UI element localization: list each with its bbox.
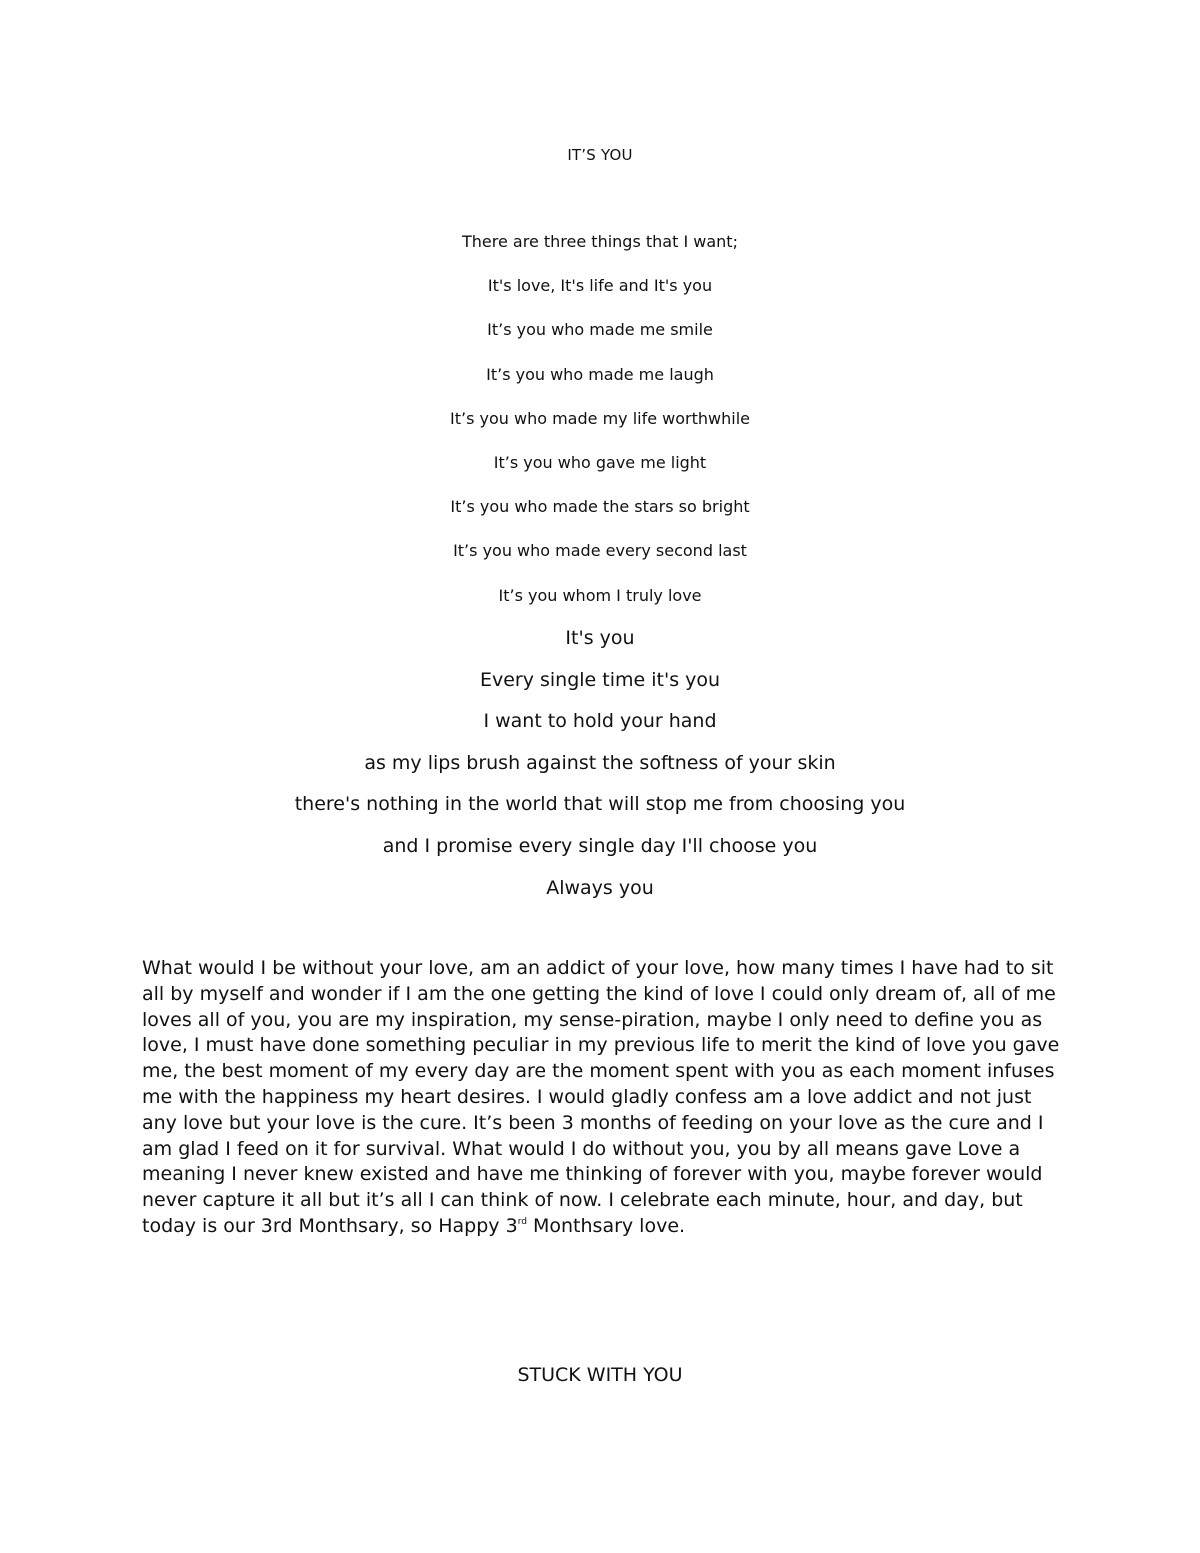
poem-line: Every single time it's you [479,668,721,691]
poem-line: and I promise every single day I'll choose you [382,834,818,857]
poem-line: There are three things that I want; [462,232,738,251]
poem-stanza-one [0,230,1200,628]
poem-line: It’s you who made me laugh [486,364,714,384]
ordinal-superscript: rd [517,1216,527,1227]
poem-line: Always you [546,876,654,899]
poem-line: It’s you who made every second last [453,541,747,561]
poem-line: It’s you who gave me light [493,452,707,472]
poem-line: It’s you whom I truly love [498,585,702,605]
poem-title-its-you: IT’S YOU [567,146,633,164]
poem-line: there's nothing in the world that will stop me from choosing you [294,793,906,816]
poem-title-stuck-with-you: STUCK WITH YOU [517,1364,683,1386]
poem-line: It’s you who made me smile [487,320,713,340]
poem-line: It's you [565,627,635,649]
poem-line: It’s you who made my life worthwhile [450,408,750,428]
poem-line: It's love, It's life and It's you [487,276,713,296]
poem-line: as my lips brush against the softness of your skin [364,751,836,774]
poem-line: It’s you who made the stars so bright [450,497,750,517]
prose-paragraph [142,956,1072,1240]
poem-line: I want to hold your hand [483,710,717,733]
paragraph-text: What would I be without your love, am an addict of your love, how many times I have had to sit all by myself and wonder if I am the one getting the kind of love I could only dream of, all of me loves all of you, you are my inspiration, my sense-piration, maybe I only need to define you as love, I must have done something peculiar in my previous life to merit the kind of love you gave me, the best moment of my every day are the moment spent with you as each moment infuses me with the happiness my heart desires. I would gladly confess am a love addict and not just any love but your love is the cure. It’s been 3 months of feeding on your love as the cure and I am glad I feed on it for survival. What would I do without you, you by all means gave Love a meaning I never knew existed and have me thinking of forever with you, maybe forever would never capture it all but it’s all I can think of now. I celebrate each minute, hour, and day, but today is our 3rd Monthsary, so Happy 3 [142,957,1060,1237]
poem-stanza-two [0,624,1200,915]
paragraph-ending: Monthsary love. [526,1214,686,1237]
